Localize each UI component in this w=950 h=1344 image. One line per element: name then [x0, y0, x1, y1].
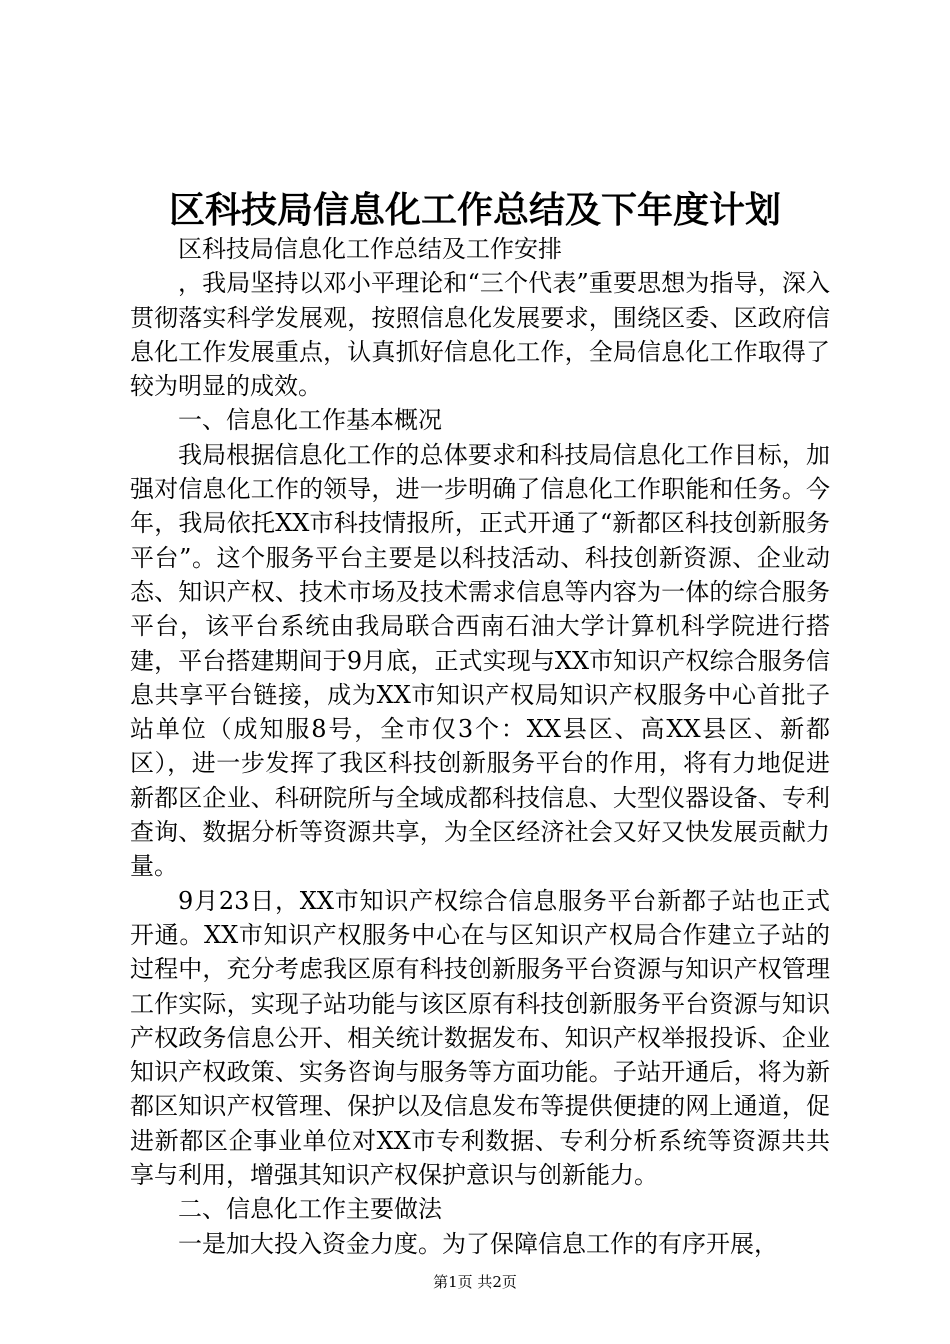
paragraph-funding: 一是加大投入资金力度。为了保障信息工作的有序开展， [178, 1229, 778, 1258]
section-heading-1: 一、信息化工作基本概况 [178, 406, 442, 435]
paragraph-overview: 我局根据信息化工作的总体要求和科技局信息化工作目标，加强对信息化工作的领导，进一步明确了信息化工作职能和任务。今年，我局依托XX市科技情报所，正式开通了“新都区科技创新服务平台”。这个服务平台主要是以科技活动、科技创新资源、企业动态、知识产权、技术市场及技术需求信息等内容为一体的综合服务平台，该平台系统由我局联合西南石油大学计算机科学院进行搭建，平台搭建期间于9月底，正式实现与XX市知识产权综合服务信息共享平台链接，成为XX市知识产权局知识产权服务中心首批子站单位（成知服8号，全市仅3个：XX县区、高XX县区、新都区），进一步发挥了我区科技创新服务平台的作用，将有力地促进新都区企业、科研院所与全域成都科技信息、大型仪器设备、专利查询、数据分析等资源共享，为全区经济社会又好又快发展贡献力量。 [130, 440, 830, 881]
paragraph-substation: 9月23日，XX市知识产权综合信息服务平台新都子站也正式开通。XX市知识产权服务中心在与区知识产权局合作建立子站的过程中，充分考虑我区原有科技创新服务平台资源与知识产权管理工作实际，实现子站功能与该区原有科技创新服务平台资源与知识产权政务信息公开、相关统计数据发布、知识产权举报投诉、企业知识产权政策、实务咨询与服务等方面功能。子站开通后，将为新都区知识产权管理、保护以及信息发布等提供便捷的网上通道，促进新都区企事业单位对XX市专利数据、专利分析系统等资源共共享与利用，增强其知识产权保护意识与创新能力。 [130, 886, 830, 1190]
document-body [130, 232, 830, 1261]
paragraph-intro: ，我局坚持以邓小平理论和“三个代表”重要思想为指导，深入贯彻落实科学发展观，按照信息化发展要求，围绕区委、区政府信息化工作发展重点，认真抓好信息化工作，全局信息化工作取得了较为明显的成效。 [130, 269, 830, 401]
page-footer: 第1页 共2页 [433, 1273, 517, 1291]
document-title: 区科技局信息化工作总结及下年度计划 [168, 189, 781, 231]
paragraph-subtitle: 区科技局信息化工作总结及工作安排 [178, 235, 562, 263]
section-heading-2: 二、信息化工作主要做法 [178, 1195, 442, 1224]
